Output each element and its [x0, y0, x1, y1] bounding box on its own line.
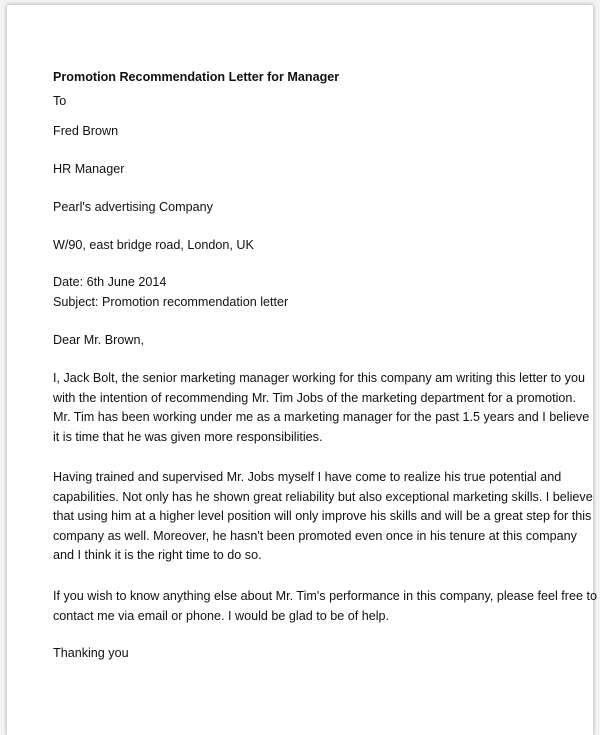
recipient-position: HR Manager: [53, 162, 125, 176]
closing: Thanking you: [53, 646, 129, 660]
letter-date: Date: 6th June 2014: [53, 275, 167, 289]
letter-title: Promotion Recommendation Letter for Manager: [53, 70, 340, 84]
paragraph-line: Having trained and supervised Mr. Jobs myself I have come to realize his true potential and: [53, 470, 562, 484]
recipient-address: W/90, east bridge road, London, UK: [53, 238, 254, 252]
body-paragraph-2: [53, 468, 593, 566]
letter-subject: Subject: Promotion recommendation letter: [53, 295, 289, 309]
paragraph-line: that using him at a higher level position will only improve his skills and will be a great step for this: [53, 509, 592, 523]
paragraph-line: I, Jack Bolt, the senior marketing manager working for this company am writing this letter to you: [53, 371, 585, 385]
paragraph-line: with the intention of recommending Mr. Tim Jobs of the marketing department for a promotion.: [53, 390, 576, 405]
body-paragraph-1: [53, 369, 590, 447]
to-label: To: [53, 94, 67, 108]
paragraph-line: it is time that he was given more responsibilities.: [53, 429, 323, 444]
paragraph-line: If you wish to know anything else about Mr. Tim's performance in this company, please feel free to: [53, 589, 597, 603]
paragraph-line: company as well. Moreover, he hasn't been promoted even once in his tenure at this company: [53, 528, 577, 543]
body-paragraph-3: [53, 587, 597, 626]
paragraph-line: Mr. Tim has been working under me as a marketing manager for the past 1.5 years and I believe: [53, 410, 590, 424]
paragraph-line: and I think it is the right time to do so.: [53, 548, 262, 562]
letter-page: [7, 5, 597, 735]
salutation: Dear Mr. Brown,: [53, 333, 144, 347]
paragraph-line: capabilities. Not only has he shown great reliability but also exceptional marketing skills. I believe: [53, 489, 593, 504]
recipient-company: Pearl's advertising Company: [53, 200, 213, 214]
recipient-name: Fred Brown: [53, 124, 119, 138]
paragraph-line: contact me via email or phone. I would be glad to be of help.: [53, 608, 390, 623]
